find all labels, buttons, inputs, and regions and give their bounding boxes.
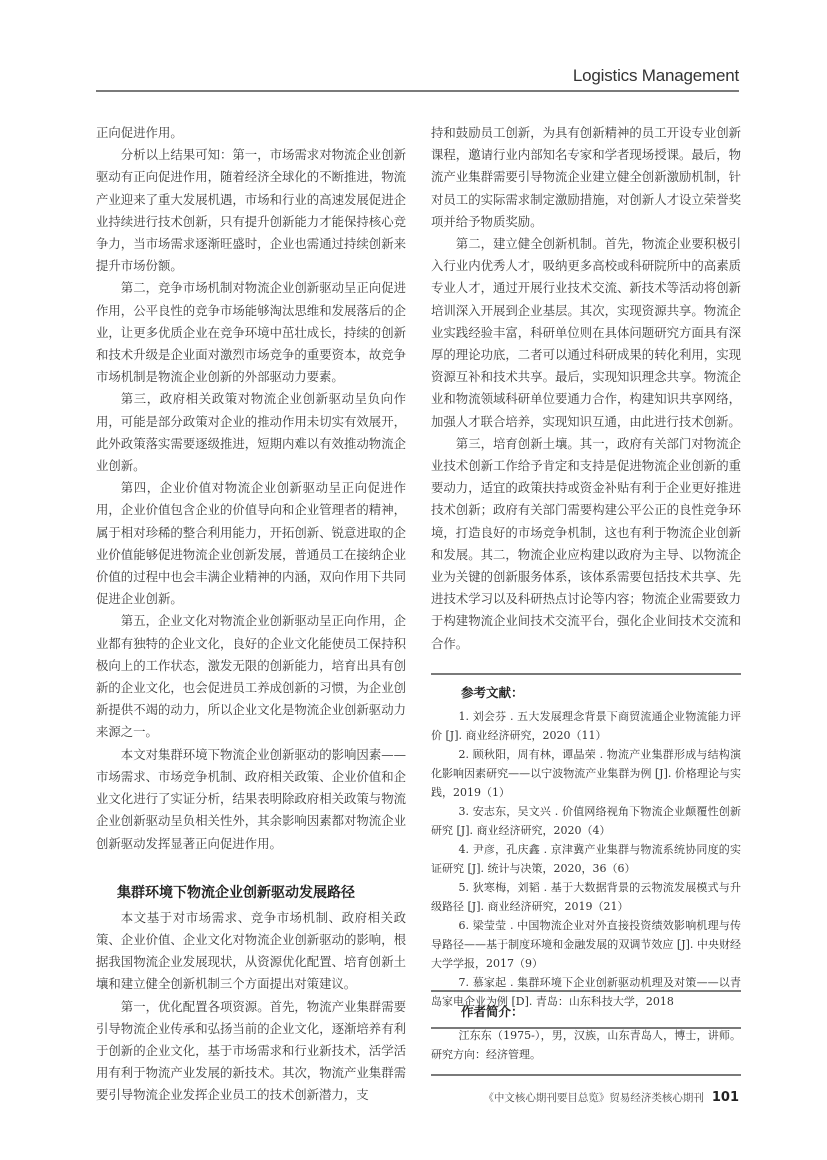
references-box bbox=[431, 673, 741, 1029]
reference-item: 6. 梁莹莹 . 中国物流企业对外直接投资绩效影响机理与传导路径——基于制度环境和金融发展的双调节效应 [J]. 中央财经大学学报，2017（9） bbox=[431, 919, 741, 970]
author-bio-box bbox=[431, 990, 741, 1076]
left-column bbox=[96, 122, 406, 1107]
page-number: 101 bbox=[711, 1090, 739, 1105]
paragraph: 持和鼓励员工创新，为具有创新精神的员工开设专业创新课程，邀请行业内部知名专家和学者现场授课。最后，物流产业集群需要引导物流企业建立健全创新激励机制，针对员工的实际需求制定激励措施，对创新人才设立荣誉奖项并给予物质奖励。 bbox=[431, 125, 741, 229]
paragraph: 第一，优化配置各项资源。首先，物流产业集群需要引导物流企业传承和弘扬当前的企业文化，逐渐培养有利于创新的企业文化，基于市场需求和行业新技术，活学活用有利于物流产业发展的新技术。其次，物流产业集群需要引导物流企业发挥企业员工的技术创新潜力，支 bbox=[96, 998, 406, 1103]
references-title: 参考文献： bbox=[461, 685, 524, 700]
reference-item: 5. 狄寒梅，刘韬 . 基于大数据背景的云物流发展模式与升级路径 [J]. 商业经济研究，2019（21） bbox=[431, 881, 741, 913]
paragraph: 第三，培育创新土壤。其一，政府有关部门对物流企业技术创新工作给予肯定和支持是促进物流企业创新的重要动力，适宜的政策扶持或资金补贴有利于企业更好推进技术创新；政府有关部门需要构建公平公正的良性竞争环境，打造良好的市场竞争机制，这也有利于物流企业创新和发展。其二，物流企业应构建以政府为主导、以物流企业为关键的创新服务体系，该体系需要包括技术共享、先进技术学习以及科研热点讨论等内容；物流企业需要致力于构建物流企业间技术交流平台，强化企业间技术交流和合作。 bbox=[431, 435, 741, 651]
reference-item: 3. 安志东，吴文兴 . 价值网络视角下物流企业颠覆性创新研究 [J]. 商业经济研究，2020（4） bbox=[431, 805, 741, 837]
paragraph: 第二，建立健全创新机制。首先，物流企业要积极引入行业内优秀人才，吸纳更多高校或科研院所中的高素质专业人才，通过开展行业技术交流、新技术等活动将创新培训深入开展到企业基层。其次，实现资源共享。物流企业实践经验丰富，科研单位则在具体问题研究方面具有深厚的理论功底，二者可以通过科研成果的转化利用，实现资源互补和技术共享。最后，实现知识理念共享。物流企业和物流领域科研单位要通力合作，构建知识共享网络，加强人才联合培养，实现知识互通，由此进行技术创新。 bbox=[431, 236, 741, 429]
reference-item: 4. 尹彦，孔庆鑫 . 京津冀产业集群与物流系统协同度的实证研究 [J]. 统计与决策，2020，36（6） bbox=[431, 843, 741, 875]
paragraph: 第四，企业价值对物流企业创新驱动呈正向促进作用，企业价值包含企业的价值导向和企业管理者的精神，属于相对珍稀的整合利用能力，开拓创新、锐意进取的企业价值能够促进物流企业创新发展，普通员工在接纳企业价值的过程中也会丰满企业精神的内涵，双向作用下共同促进企业创新。 bbox=[96, 480, 406, 607]
paragraph: 分析以上结果可知：第一，市场需求对物流企业创新驱动有正向促进作用，随着经济全球化的不断推进，物流产业迎来了重大发展机遇，市场和行业的高速发展促进企业持续进行技术创新，只有提升创新能力才能保持核心竞争力，当市场需求逐渐旺盛时，企业也需通过持续创新来提升市场份额。 bbox=[96, 147, 406, 274]
reference-item: 7. 慕家起 . 集群环境下企业创新驱动机理及对策——以青岛家电企业为例 [D]. 青岛：山东科技大学，2018 bbox=[431, 976, 741, 1008]
section-heading: 集群环境下物流企业创新驱动发展路径 bbox=[117, 884, 355, 901]
paragraph: 第三，政府相关政策对物流企业创新驱动呈负向作用，可能是部分政策对企业的推动作用未切实有效展开，此外政策落实需要逐级推进，短期内难以有效推动物流企业创新。 bbox=[96, 391, 406, 474]
paragraph: 第二，竞争市场机制对物流企业创新驱动呈正向促进作用，公平良性的竞争市场能够淘汰思维和发展落后的企业，让更多优质企业在竞争环境中茁壮成长，持续的创新和技术升级是企业面对激烈市场竞争的重要资本，故竞争市场机制是物流企业创新的外部驱动力要素。 bbox=[96, 280, 406, 385]
journal-section-title: Logistics Management bbox=[572, 66, 739, 85]
paragraph: 第五，企业文化对物流企业创新驱动呈正向作用，企业都有独特的企业文化，良好的企业文化能使员工保持积极向上的工作状态，激发无限的创新能力，培育出具有创新的企业文化，也会促进员工养成创新的习惯，为企业创新提供不竭的动力，所以企业文化是物流企业创新驱动力来源之一。 bbox=[96, 613, 406, 740]
author-bio-text: 江东东（1975-），男，汉族，山东青岛人，博士，讲师。研究方向：经济管理。 bbox=[431, 1029, 741, 1061]
paragraph: 正向促进作用。 bbox=[96, 125, 183, 140]
footer-journal-text: 《中文核心期刊要目总览》贸易经济类核心期刊 bbox=[483, 1092, 704, 1104]
header-rule bbox=[96, 90, 739, 92]
reference-item: 1. 刘会芬 . 五大发展理念背景下商贸流通企业物流能力评价 [J]. 商业经济研究，2020（11） bbox=[431, 710, 741, 742]
page-footer bbox=[483, 1090, 739, 1105]
right-column bbox=[431, 122, 741, 655]
paragraph: 本文基于对市场需求、竞争市场机制、政府相关政策、企业价值、企业文化对物流企业创新驱动的影响，根据我国物流企业发展现状，从资源优化配置、培育创新土壤和建立健全创新机制三个方面提出对策建议。 bbox=[96, 909, 406, 992]
author-bio-title: 作者简介： bbox=[461, 1004, 524, 1019]
paragraph: 本文对集群环境下物流企业创新驱动的影响因素——市场需求、市场竞争机制、政府相关政策、企业价值和企业文化进行了实证分析，结果表明除政府相关政策与物流企业创新驱动呈负相关性外，其余影响因素都对物流企业创新驱动发挥显著正向促进作用。 bbox=[96, 746, 406, 851]
reference-item: 2. 顾秋阳，周有林，谭晶荣 . 物流产业集群形成与结构演化影响因素研究——以宁波物流产业集群为例 [J]. 价格理论与实践，2019（1） bbox=[431, 748, 741, 799]
